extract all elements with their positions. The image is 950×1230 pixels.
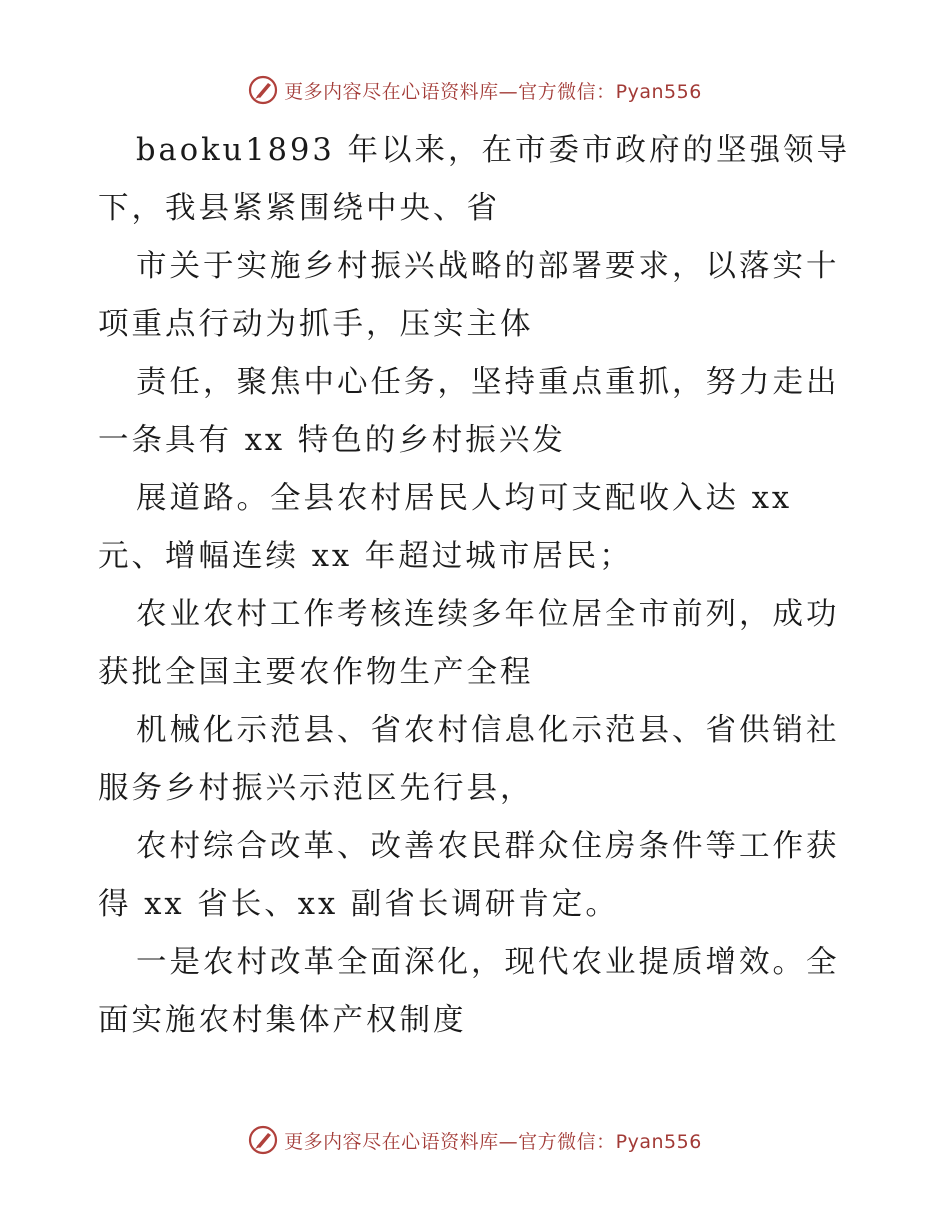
paragraph-line: 下，我县紧紧围绕中央、省 (98, 191, 500, 226)
paragraph-line: 获批全国主要农作物生产全程 (98, 655, 534, 690)
paragraph-line: 面实施农村集体产权制度 (98, 1003, 467, 1038)
paragraph-4 (98, 470, 858, 586)
header-banner-text: 更多内容尽在心语资料库—官方微信：Pyan556 (284, 80, 702, 103)
paragraph-line: 一是农村改革全面深化，现代农业提质增效。全 (136, 945, 840, 980)
paragraph-line: 农业农村工作考核连续多年位居全市前列，成功 (136, 597, 840, 632)
footer-banner (0, 1120, 950, 1160)
paragraph-line: baoku1893 年以来，在市委市政府的坚强领导 (136, 133, 851, 168)
paragraph-1 (98, 122, 858, 238)
paragraph-line: 农村综合改革、改善农民群众住房条件等工作获 (136, 829, 840, 864)
paragraph-line: 市关于实施乡村振兴战略的部署要求，以落实十 (136, 249, 840, 284)
header-banner (0, 70, 950, 110)
paragraph-line: 责任，聚焦中心任务，坚持重点重抓，努力走出 (136, 365, 840, 400)
paragraph-3 (98, 354, 858, 470)
paragraph-7 (98, 818, 858, 934)
paragraph-line: 元、增幅连续 xx 年超过城市居民； (98, 539, 633, 574)
paragraph-line: 项重点行动为抓手，压实主体 (98, 307, 534, 342)
quill-pen-logo-icon (248, 75, 278, 105)
paragraph-line: 机械化示范县、省农村信息化示范县、省供销社 (136, 713, 840, 748)
quill-pen-logo-icon (248, 1125, 278, 1155)
paragraph-2 (98, 238, 858, 354)
paragraph-6 (98, 702, 858, 818)
paragraph-8 (98, 934, 858, 1050)
paragraph-line: 一条具有 xx 特色的乡村振兴发 (98, 423, 566, 458)
paragraph-line: 得 xx 省长、xx 副省长调研肯定。 (98, 887, 619, 922)
document-body (98, 122, 858, 1050)
paragraph-line: 服务乡村振兴示范区先行县， (98, 771, 534, 806)
paragraph-5 (98, 586, 858, 702)
paragraph-line: 展道路。全县农村居民人均可支配收入达 xx (136, 481, 793, 516)
footer-banner-text: 更多内容尽在心语资料库—官方微信：Pyan556 (284, 1130, 702, 1153)
